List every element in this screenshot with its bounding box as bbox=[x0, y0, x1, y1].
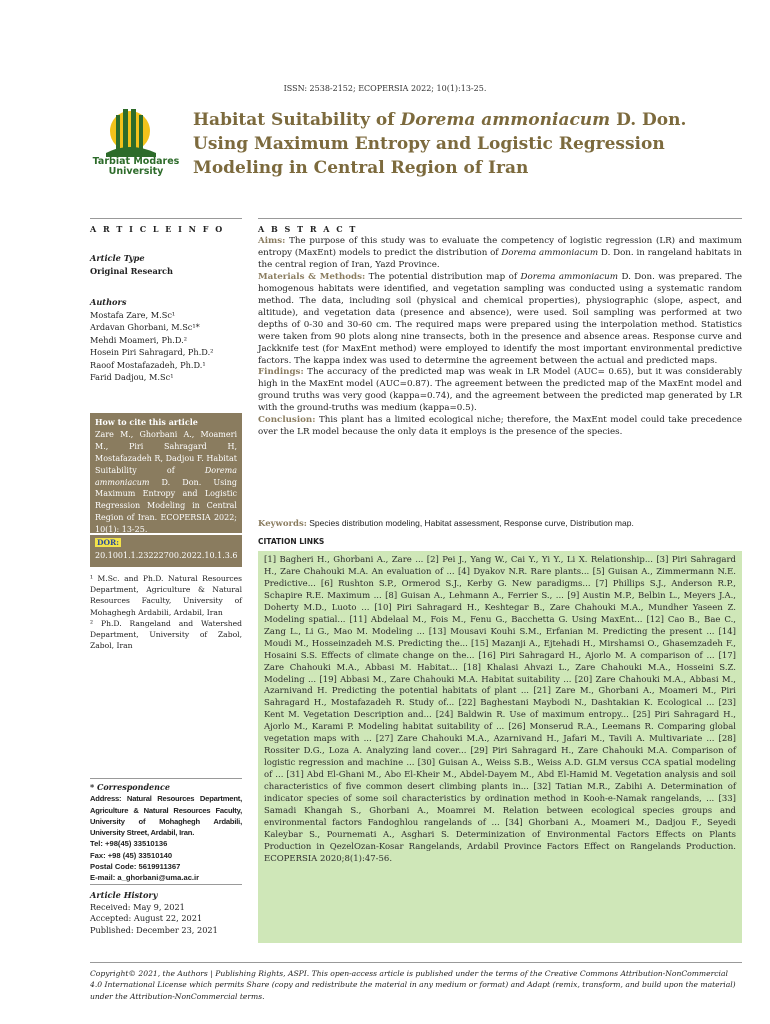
doi-value[interactable]: 20.1001.1.23222700.2022.10.1.3.6 bbox=[95, 551, 238, 560]
authors-list: Authors Mostafa Zare, M.Sc¹ Ardavan Ghorbani, M.Sc¹* Mehdi Moameri, Ph.D.² Hosein Piri Sahragard, Ph.D.² Raoof Mostafazadeh, Ph.D.¹ Farid Dadjou, M.Sc¹ bbox=[90, 296, 242, 384]
abstract-body: Aims: The purpose of this study was to evaluate the competency of logistic regression (LR) and maximum entropy (MaxEnt) models to predict the distribution of Dorema ammoniacum D. Don. in rangeland habitats in the central region of Iran, Yazd Province. Materials & Methods: The potential distribution map of Dorema ammoniacum D. Don. was prepared. The homogenous habitats were identified, and vegetation sampling was conducted using a systematic random method. The data, including soil (physical and chemical properties), physiographic (slope, aspect, and altitude), and vegetation data (presence and absence), were used. Soil sampling was performed at two depths of 0-30 and 30-60 cm. The required maps were prepared using the interpolation method. Statistics were taken from 90 plots along nine transects, both in the presence and absence areas. Response curve and Jackknife test (for MaxEnt method) were employed to identify the most important environmental predictive factors. The kappa index was used to determine the agreement between the actual and predicted maps. Findings: The accuracy of the predicted map was weak in LR Model (AUC= 0.65), but it was considerably high in the MaxEnt model (AUC=0.87). The agreement between the predicted map of the MaxEnt model and ground truths was very good (kappa=0.74), and the agreement between the predicted map generated by LR with the ground-truths was medium (kappa=0.5). Conclusion: This plant has a limited ecological niche; therefore, the MaxEnt model could take precedence over the LR model because the only data it employs is the presence of the species. bbox=[258, 236, 742, 438]
article-type: Article Type Original Research bbox=[90, 253, 173, 276]
copyright-notice: Copyright© 2021, the Authors | Publishing Rights, ASPI. This open-access article is published under the terms of the Creative Commons Attribution-NonCommercial 4.0 International License which permits Share (copy and redistribute the material in any medium or format) and Adapt (remix, transform, and build upon the material) under the Attribution-NonCommercial terms. bbox=[90, 969, 736, 1001]
keywords: Keywords: Species distribution modeling, Habitat assessment, Response curve, Distribution map. bbox=[258, 518, 634, 529]
doi-box bbox=[90, 535, 242, 567]
how-to-cite-box: How to cite this article Zare M., Ghorbani A., Moameri M., Piri Sahragard H, Mostafazadeh R, Dadjou F. Habitat Suitability of Dorema ammoniacum D. Don. Using Maximum Entropy and Logistic Regression Modeling in Central Region of Iran. ECOPERSIA 2022; 10(1): 13-25. bbox=[90, 413, 242, 533]
author: Ardavan Ghorbani, M.Sc¹* bbox=[90, 322, 200, 332]
university-name: Tarbiat Modares University bbox=[92, 156, 180, 177]
divider bbox=[258, 218, 742, 219]
article-history: Article History Received: May 9, 2021 Accepted: August 22, 2021 Published: December 23, 2021 bbox=[90, 890, 218, 935]
divider bbox=[90, 884, 242, 885]
divider bbox=[90, 962, 742, 963]
email-link[interactable]: E-mail: a_ghorbani@uma.ac.ir bbox=[90, 873, 200, 883]
article-info-label: A R T I C L E I N F O bbox=[90, 224, 225, 234]
author: Mehdi Moameri, Ph.D.² bbox=[90, 334, 188, 345]
citation-links-label: CITATION LINKS bbox=[258, 537, 325, 546]
citation-links-text[interactable]: [1] Bagheri H., Ghorbani A., Zare ... [2] Pei J., Yang W., Cai Y., Yi Y., Li X. Relationship... [3] Piri Sahragard H., Zare Chahouki M.A. An evaluation of ... [4] Dyakov N.R. Rare plants... [5] Guisan A., Zimmermann N.E. Predictive... [6] Rushton S.P., Ormerod S.J., Kerby G. New paradigms... [7] Phillips S.J., Anderson R.P., Schapire R.E. Maximum ... [8] Guisan A., Lehmann A., Ferrier S., ... [9] Austin M.P., Belbin L., Meyers J.A., Doherty M.D., Luoto ... [10] Piri Sahragard H., Keshtegar B., Zare Chahouki M.A., Mundher Yaseen Z. Modeling spatial... [11] Abdelaal M., Fois M., Fenu G., Bacchetta G. Using MaxEnt... [12] Cao B., Bae C., Zang L., Li G., Mao M. Modeling ... [13] Mousavi Kouhi S.M., Erfanian M. Predicting the present ... [14] Moudi M., Hosseinzadeh M.S. Predicting the... [15] Mazanji A., Ejtehadi H., Mirshamsi O., Ghasemzadeh F., Hosaini S.S. Effects of climate change on the... [16] Piri Sahragard H., Ajorlo M. A comparison of ... [17] Zare Chahouki M.A., Abbasi M. Habitat... [18] Khalasi Ahvazi L., Zare Chahouki M.A., Hosseini S.Z. Modeling ... [19] Abbasi M., Zare Chahouki M.A. Habitat suitability ... [20] Zare Chahouki M.A., Abbasi M., Azarnivand H. Predicting the potential habitats of plant ... [21] Zare M., Ghorbani A., Moameri M., Piri Sahragard H., Mostafazadeh R. Study of... [22] Baghestani Maybodi N., Dashtakian K. Ecological ... [23] Kent M. Vegetation Description and... [24] Baldwin R. Use of maximum entropy... [25] Piri Sahragard H., Ajorlo M., Karami P. Modeling habitat suitability of ... [26] Monserud R.A., Leemans R. Comparing global vegetation maps with ... [27] Zare Chahouki M.A., Azarnivand H., Jafari M., Tavili A. Multivariate ... [28] Rossiter D.G., Loza A. Analyzing land cover... [29] Piri Sahragard H., Zare Chahouki M.A. Comparison of logistic regression and machine ... [30] Guisan A., Weiss S.B., Weiss A.D. GLM versus CCA spatial modeling of ... [31] Abd El-Ghani M., Abo El-Kheir M., Abdel-Dayem M., Abd El-Hamid M. Vegetation analysis and soil characteristics of five common desert climbing plants in... [32] Tatian M.R., Zabihi A. Determination of indicator species of some soil characteristics by ordination method in Kooh-e-Namak rangelands, ... [33] Samadi Khangah S., Ghorbani A., Moamrei M. Relation between ecological species groups and environmental factors Fandoghlou rangelands of ... [34] Ghorbani A., Moameri M., Dadjou F., Seyedi Kaleybar S., Pournemati A., Asghari S. Determinization of Environmental Factors Effects on Plants Production in QezelOzan-Kosar Rangelands, Ardabil Province Factors Effect on Rangelands Production. ECOPERSIA 2020;8(1):47-56. bbox=[264, 555, 736, 864]
author: Mostafa Zare, M.Sc¹ bbox=[90, 309, 176, 320]
divider bbox=[90, 778, 242, 779]
paper-title: Habitat Suitability of Dorema ammoniacum D. Don. Using Maximum Entropy and Logistic Regression Modeling in Central Region of Iran bbox=[193, 110, 687, 178]
divider bbox=[90, 218, 242, 219]
correspondence: * Correspondence Address: Natural Resources Department, Agriculture & Natural Resources Faculty, University of Mohaghegh Ardabili, University Street, Ardabil, Iran. Tel: +98(45) 33510136 Fax: +98 (45) 33510140 Postal Code: 5619911367 E-mail: a_ghorbani@uma.ac.ir bbox=[90, 782, 242, 883]
citation-links-box bbox=[258, 551, 742, 943]
author: Farid Dadjou, M.Sc¹ bbox=[90, 372, 174, 382]
abstract-label: A B S T R A C T bbox=[258, 224, 358, 234]
author: Hosein Piri Sahragard, Ph.D.² bbox=[90, 347, 214, 357]
doi-label: DOR: bbox=[97, 538, 120, 547]
issn-line: ISSN: 2538-2152; ECOPERSIA 2022; 10(1):13-25. bbox=[283, 84, 487, 93]
affiliations: ¹ M.Sc. and Ph.D. Natural Resources Department, Agriculture & Natural Resources Faculty, University of Mohaghegh Ardabili, Ardabil, Iran ² Ph.D. Rangeland and Watershed Department, University of Zabol, Zabol, Iran bbox=[90, 574, 242, 651]
author: Raoof Mostafazadeh, Ph.D.¹ bbox=[90, 359, 206, 370]
